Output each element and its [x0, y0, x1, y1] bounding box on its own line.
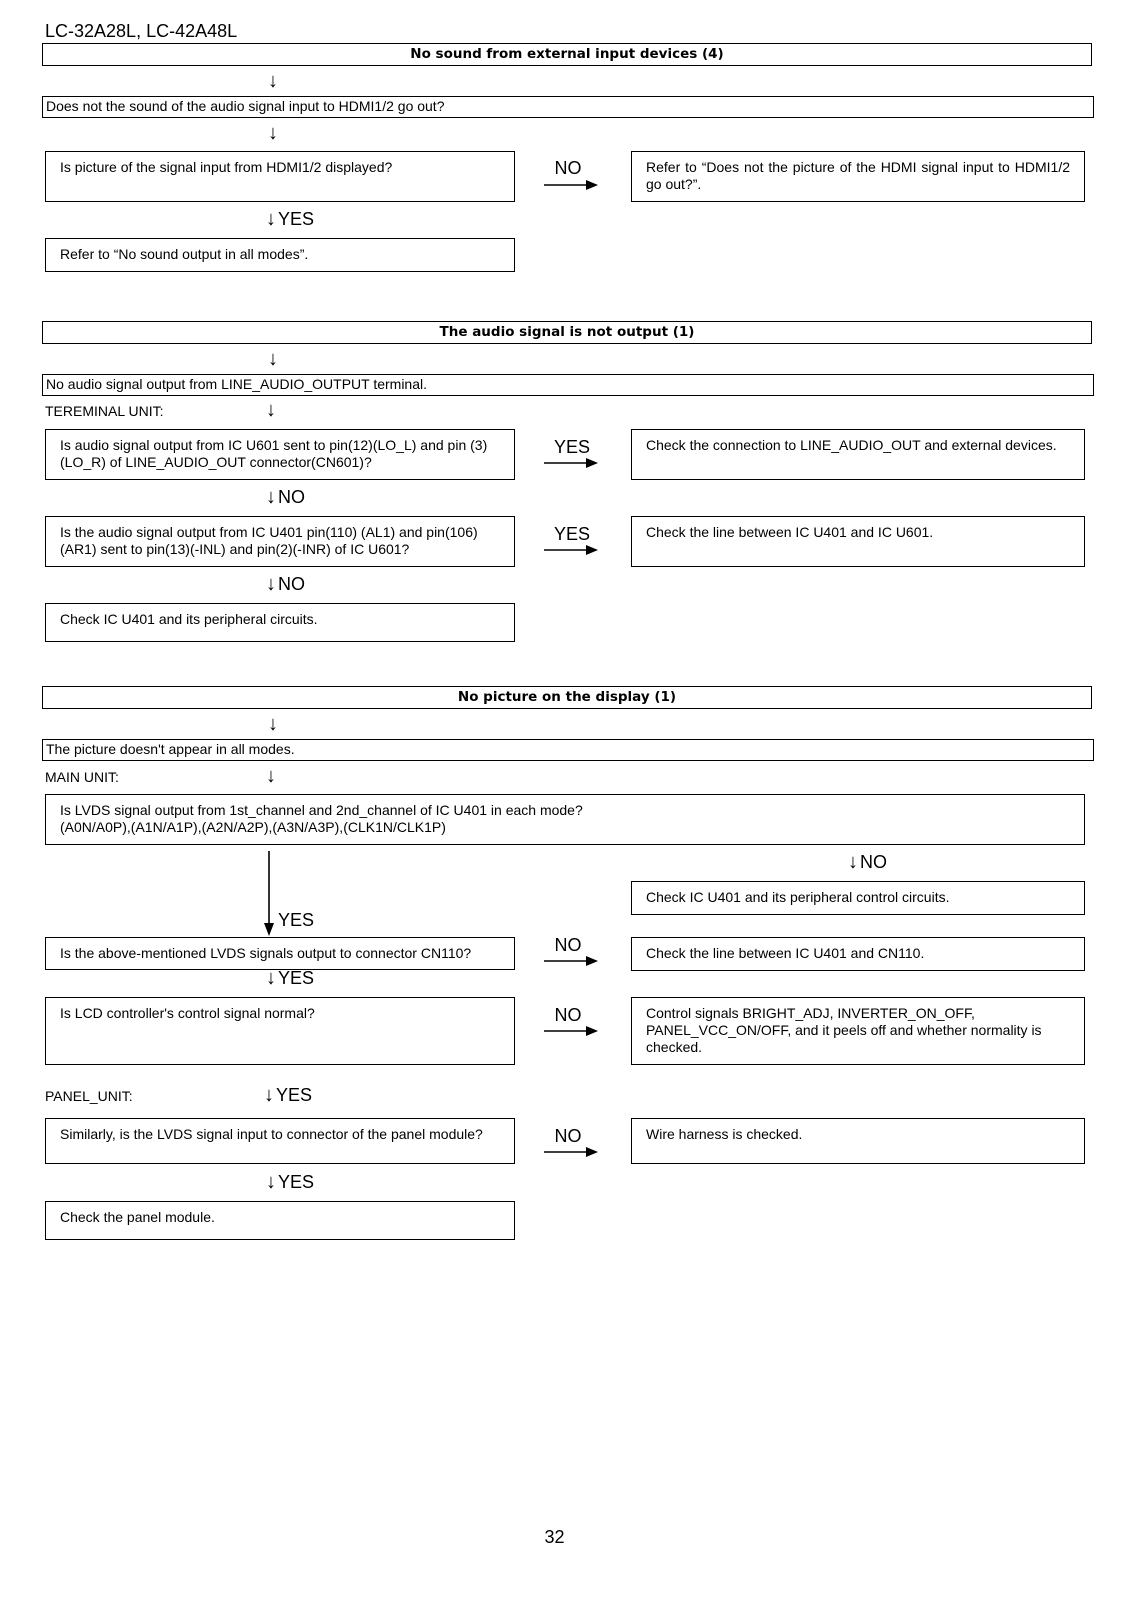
yes-label: YES [553, 437, 591, 457]
down-arrow-icon: ↓ [264, 1084, 274, 1106]
unit-label-terminal: TEREMINAL UNIT: [45, 403, 164, 419]
question-hdmi-picture: Is picture of the signal input from HDMI1/2 displayed? [45, 151, 515, 202]
no-label: NO [554, 1005, 582, 1025]
section-title-no-sound: No sound from external input devices (4) [42, 43, 1092, 66]
no-label: NO [554, 935, 582, 955]
section-title-audio-not-output: The audio signal is not output (1) [42, 321, 1092, 344]
right-arrow-icon [544, 956, 598, 966]
question-cn110-output: Is the above-mentioned LVDS signals output to connector CN110? [45, 937, 515, 970]
question-u601-output: Is audio signal output from IC U601 sent to pin(12)(LO_L) and pin (3)(LO_R) of LINE_AUDIO_OUT connector(CN601)? [45, 429, 515, 480]
question-lcd-control: Is LCD controller's control signal normal? [45, 997, 515, 1065]
right-arrow-icon [544, 458, 598, 468]
action-control-signals: Control signals BRIGHT_ADJ, INVERTER_ON_OFF, PANEL_VCC_ON/OFF, and it peels off and whether normality is checked. [631, 997, 1085, 1065]
right-arrow-icon [544, 545, 598, 555]
right-arrow-icon [544, 1147, 598, 1157]
action-check-line-audio-out: Check the connection to LINE_AUDIO_OUT and external devices. [631, 429, 1085, 480]
yes-label: YES [278, 968, 315, 988]
yes-label: YES [278, 1172, 315, 1192]
model-header: LC-32A28L, LC-42A48L [45, 21, 238, 41]
down-arrow-icon: ↓ [266, 967, 276, 989]
symptom-line-audio: No audio signal output from LINE_AUDIO_OUTPUT terminal. [42, 374, 1094, 396]
page-number: 32 [544, 1527, 565, 1547]
down-arrow-icon: ↓ [268, 70, 278, 92]
no-label: NO [860, 852, 887, 872]
question-lvds-output [45, 794, 1085, 845]
yes-label: YES [276, 1085, 313, 1105]
down-arrow-icon: ↓ [266, 765, 276, 787]
action-refer-no-sound: Refer to “No sound output in all modes”. [45, 238, 515, 272]
no-label: NO [278, 574, 305, 594]
unit-label-main: MAIN UNIT: [45, 769, 119, 785]
right-arrow-icon [544, 1026, 598, 1036]
yes-label: YES [553, 524, 591, 544]
no-label: NO [278, 487, 305, 507]
right-arrow-icon [544, 180, 598, 190]
symptom-hdmi-sound: Does not the sound of the audio signal input to HDMI1/2 go out? [42, 96, 1094, 118]
no-label: NO [554, 158, 582, 178]
action-check-u401: Check IC U401 and its peripheral circuits. [45, 603, 515, 642]
action-wire-harness: Wire harness is checked. [631, 1118, 1085, 1164]
action-check-u401-cn110: Check the line between IC U401 and CN110. [631, 937, 1085, 971]
down-arrow-icon: ↓ [266, 208, 276, 230]
down-arrow-icon: ↓ [266, 573, 276, 595]
unit-label-panel: PANEL_UNIT: [45, 1088, 133, 1104]
down-arrow-icon: ↓ [266, 486, 276, 508]
question-panel-lvds: Similarly, is the LVDS signal input to connector of the panel module? [45, 1118, 515, 1164]
action-check-panel: Check the panel module. [45, 1201, 515, 1240]
action-refer-hdmi-picture: Refer to “Does not the picture of the HDMI signal input to HDMI1/2 go out?”. [631, 151, 1085, 202]
down-arrow-icon: ↓ [268, 348, 278, 370]
down-arrow-icon: ↓ [848, 851, 858, 873]
section-title-no-picture: No picture on the display (1) [42, 686, 1092, 709]
no-label: NO [554, 1126, 582, 1146]
down-arrow-icon: ↓ [266, 399, 276, 421]
yes-label: YES [278, 910, 315, 930]
action-check-u401-u601: Check the line between IC U401 and IC U601. [631, 516, 1085, 567]
down-arrow-icon: ↓ [268, 122, 278, 144]
question-lvds-line2: (A0N/A0P),(A1N/A1P),(A2N/A2P),(A3N/A3P),(CLK1N/CLK1P) [60, 819, 446, 835]
action-check-u401-control: Check IC U401 and its peripheral control circuits. [631, 881, 1085, 915]
question-u401-output: Is the audio signal output from IC U401 pin(110) (AL1) and pin(106) (AR1) sent to pin(13)(-INL) and pin(2)(-INR) of IC U601? [45, 516, 515, 567]
yes-label: YES [278, 209, 315, 229]
symptom-no-picture: The picture doesn't appear in all modes. [42, 739, 1094, 761]
question-lvds-line1: Is LVDS signal output from 1st_channel and 2nd_channel of IC U401 in each mode? [60, 802, 583, 818]
down-arrow-icon: ↓ [266, 1171, 276, 1193]
down-long-arrow-icon [262, 851, 276, 937]
down-arrow-icon: ↓ [268, 713, 278, 735]
